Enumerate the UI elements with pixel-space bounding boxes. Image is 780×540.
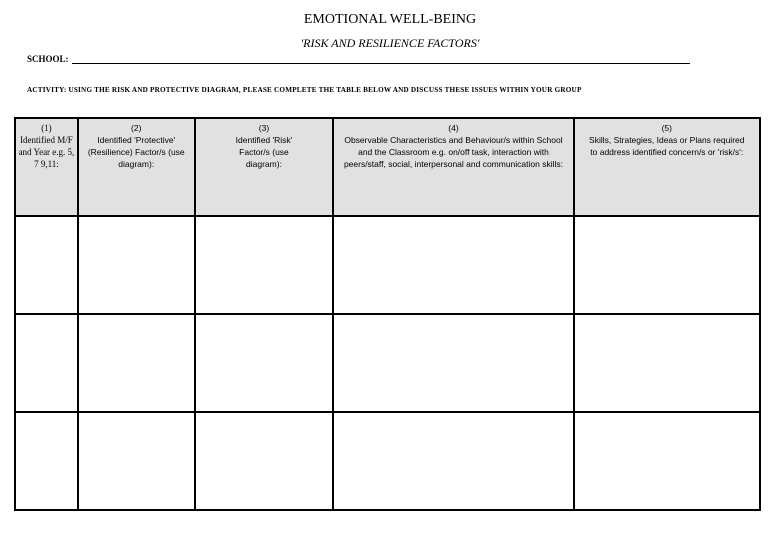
col-label: Identified 'Risk' Factor/s (use diagram):: [235, 135, 293, 169]
col-number: (4): [448, 123, 459, 133]
school-field: [27, 54, 690, 64]
col-number: (5): [661, 123, 672, 133]
activity-instructions: ACTIVITY: USING THE RISK AND PROTECTIVE DIAGRAM, PLEASE COMPLETE THE TABLE BELOW AND DISCUSS THESE ISSUES WITHIN YOUR GROUP: [27, 86, 582, 94]
table-cell[interactable]: [78, 216, 195, 314]
col-label: Identified M/F and Year e.g. 5, 7 9,11:: [18, 135, 75, 169]
col-number: (3): [258, 123, 270, 133]
header-col-4: [333, 118, 573, 216]
table-cell[interactable]: [15, 216, 78, 314]
table-cell[interactable]: [15, 412, 78, 510]
table-cell[interactable]: [195, 314, 334, 412]
table-cell[interactable]: [333, 314, 573, 412]
col-label: Observable Characteristics and Behaviour/s within School and the Classroom e.g. on/off task, interaction with peers/staff, social, interpersonal and communication skills:: [343, 135, 563, 169]
header-col-2: [78, 118, 195, 216]
table-row: [15, 314, 760, 412]
col-label: Identified 'Protective' (Resilience) Factor/s (use diagram):: [87, 135, 185, 169]
table-cell[interactable]: [78, 412, 195, 510]
table-header-row: [15, 118, 760, 216]
school-label: SCHOOL:: [27, 54, 69, 64]
header-col-3: [195, 118, 334, 216]
page-title: EMOTIONAL WELL-BEING: [303, 12, 477, 27]
header-col-5: [574, 118, 760, 216]
risk-resilience-table: [14, 117, 761, 511]
table-cell[interactable]: [333, 412, 573, 510]
table-cell[interactable]: [195, 216, 334, 314]
school-input-line[interactable]: [72, 54, 690, 64]
page-subtitle: 'RISK AND RESILIENCE FACTORS': [300, 36, 480, 50]
col-label: Skills, Strategies, Ideas or Plans required to address identified concern/s or 'risk/s':: [589, 135, 745, 157]
table-cell[interactable]: [15, 314, 78, 412]
table-row: [15, 216, 760, 314]
table-cell[interactable]: [333, 216, 573, 314]
table-cell[interactable]: [195, 412, 334, 510]
header-col-1: [15, 118, 78, 216]
col-number: (1): [41, 123, 52, 133]
table-row: [15, 412, 760, 510]
table-cell[interactable]: [574, 412, 760, 510]
col-number: (2): [131, 123, 142, 133]
table-cell[interactable]: [78, 314, 195, 412]
table-cell[interactable]: [574, 216, 760, 314]
table-cell[interactable]: [574, 314, 760, 412]
